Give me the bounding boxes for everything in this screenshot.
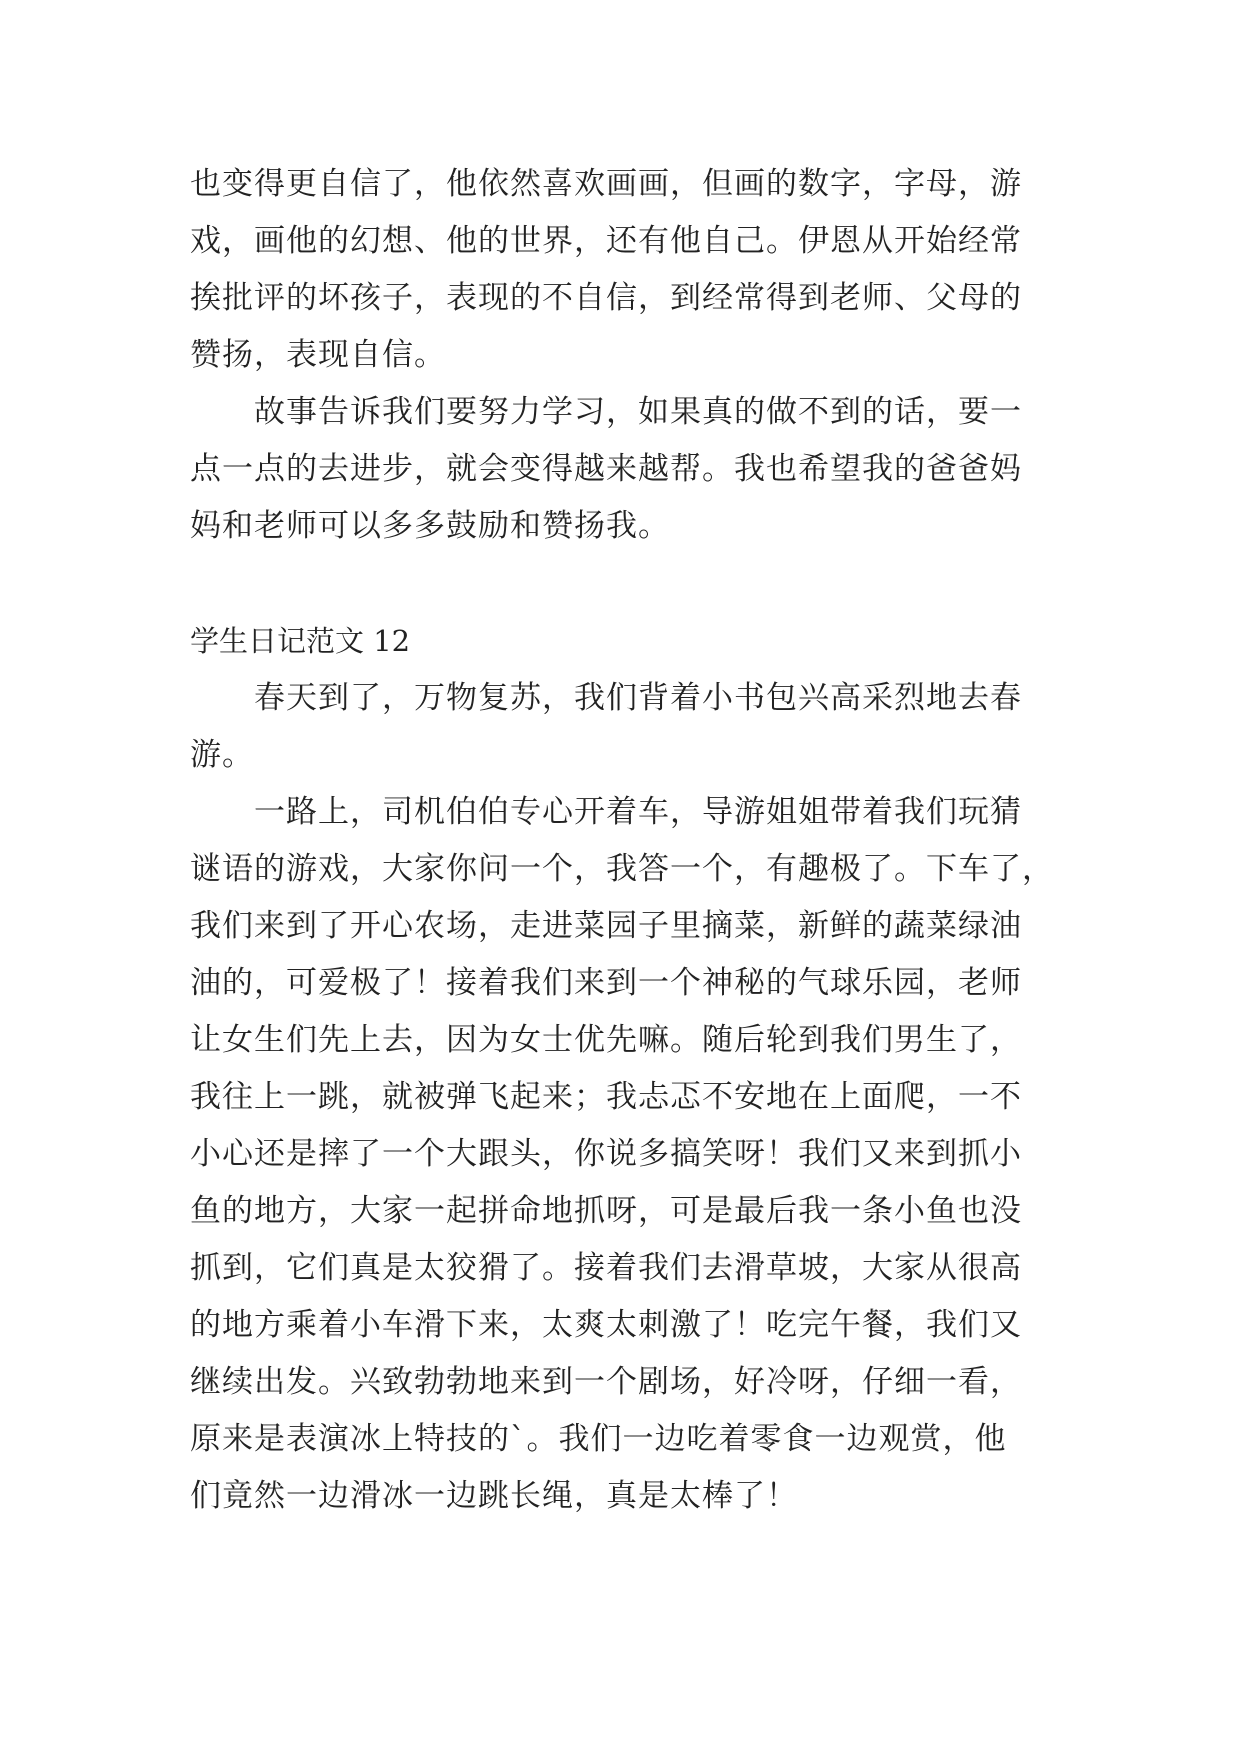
- text-line: 春天到了，万物复苏，我们背着小书包兴高采烈地去春: [190, 680, 1022, 716]
- text-line: 一路上，司机伯伯专心开着车，导游姐姐带着我们玩猜: [190, 794, 1022, 830]
- text-line: 妈和老师可以多多鼓励和赞扬我。: [190, 508, 670, 544]
- text-line: 赞扬，表现自信。: [190, 337, 446, 373]
- text-line: 油的，可爱极了！接着我们来到一个神秘的气球乐园，老师: [190, 965, 1022, 1001]
- text-line: 我们来到了开心农场，走进菜园子里摘菜，新鲜的蔬菜绿油: [190, 908, 1022, 944]
- text-line: 原来是表演冰上特技的`。我们一边吃着零食一边观赏，他: [190, 1421, 1007, 1457]
- text-line: 游。: [190, 737, 254, 773]
- text-line: 挨批评的坏孩子，表现的不自信，到经常得到老师、父母的: [190, 280, 1022, 316]
- text-line: 鱼的地方，大家一起拼命地抓呀，可是最后我一条小鱼也没: [190, 1193, 1022, 1229]
- text-line: 也变得更自信了，他依然喜欢画画，但画的数字，字母，游: [190, 166, 1022, 202]
- text-line: 让女生们先上去，因为女士优先嘛。随后轮到我们男生了，: [190, 1022, 1022, 1058]
- text-line: 戏，画他的幻想、他的世界，还有他自己。伊恩从开始经常: [190, 223, 1022, 259]
- text-line: 我往上一跳，就被弹飞起来；我忐忑不安地在上面爬，一不: [190, 1079, 1022, 1115]
- text-line: 继续出发。兴致勃勃地来到一个剧场，好冷呀，仔细一看，: [190, 1364, 1022, 1400]
- text-line: 谜语的游戏，大家你问一个，我答一个，有趣极了。下车了，: [190, 851, 1054, 887]
- section-title: 学生日记范文 12: [190, 624, 411, 658]
- text-line: 故事告诉我们要努力学习，如果真的做不到的话，要一: [190, 394, 1022, 430]
- text-line: 抓到，它们真是太狡猾了。接着我们去滑草坡，大家从很高: [190, 1250, 1022, 1286]
- text-line: 小心还是摔了一个大跟头，你说多搞笑呀！我们又来到抓小: [190, 1136, 1022, 1172]
- text-line: 的地方乘着小车滑下来，太爽太刺激了！吃完午餐，我们又: [190, 1307, 1022, 1343]
- text-line: 们竟然一边滑冰一边跳长绳，真是太棒了！: [190, 1478, 798, 1514]
- text-line: 点一点的去进步，就会变得越来越帮。我也希望我的爸爸妈: [190, 451, 1022, 487]
